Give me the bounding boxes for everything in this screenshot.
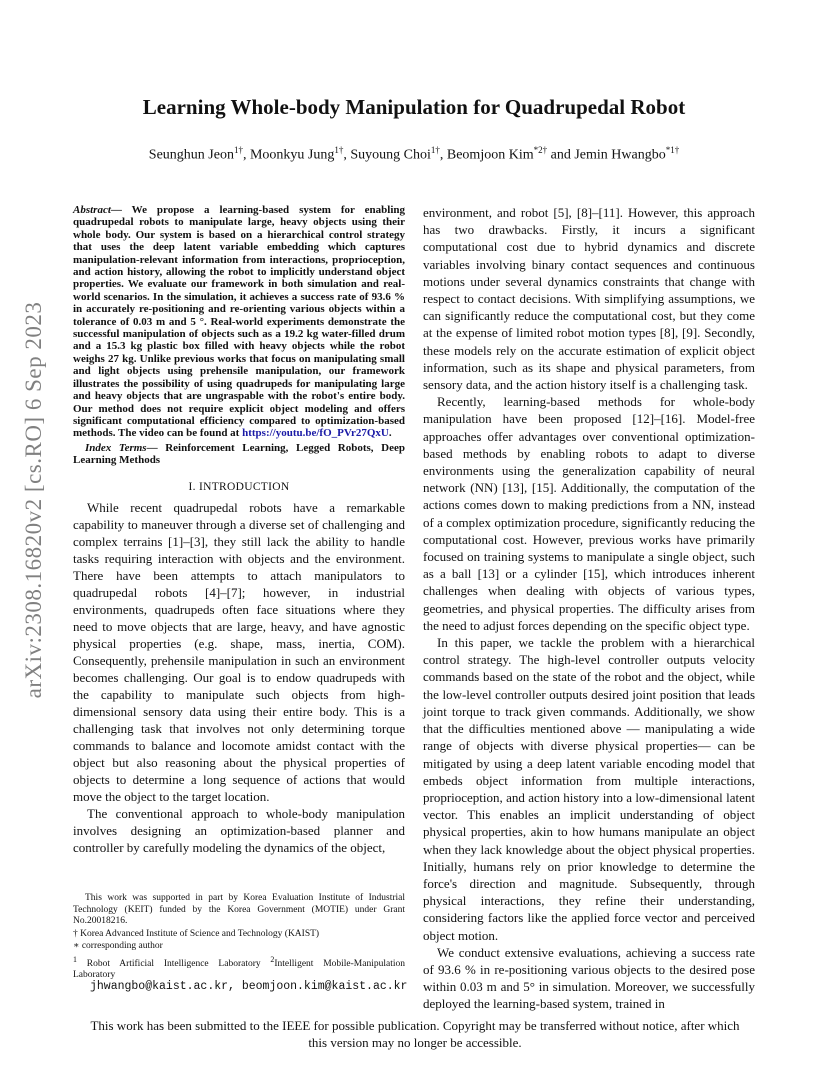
body-paragraph: environment, and robot [5], [8]–[11]. However, this approach has two drawbacks. Firstly, it incurs a significant computational cost due to hybrid dynamics and discrete variables involving binary contact sequences and continuous motions under several dynamics constraints that change with respect to contact decisions. With simplifying assumptions, we can significantly reduce the computational cost, but they come at the expense of limited robot motion types [8], [9]. Secondly, these models rely on the accurate estimation of explicit object information, such as its shape and physical parameters, from sensory data, and the action history itself is a challenging task. bbox=[423, 205, 755, 393]
section-heading: I. INTRODUCTION bbox=[188, 480, 290, 493]
lab-name: Robot Artificial Intelligence Laboratory bbox=[76, 958, 271, 969]
lab-marker: 1 bbox=[73, 954, 77, 964]
footnotes bbox=[73, 893, 405, 983]
funding-footnote: This work was supported in part by Korea Evaluation Institute of Industrial Technology (KEIT) funded by the Korea Government (MOTIE) under Grant No.20018216. bbox=[73, 893, 405, 926]
author-affiliation: *2† bbox=[533, 145, 548, 155]
left-column bbox=[73, 204, 405, 856]
author-name: Beomjoon Kim bbox=[446, 147, 534, 163]
author-affiliation: *1† bbox=[665, 145, 680, 155]
abstract-end: . bbox=[388, 427, 392, 440]
abstract-text: — We propose a learning-based system for enabling quadrupedal robots to manipulate large, heavy objects using their whole body. Our system is based on a hierarchical control strategy that uses the deep latent variable embedding which captures manipulation-relevant information from interactions, proprioception, and action history, allowing the robot to implicitly understand object properties. We evaluate our framework in both simulation and real-world scenarios. In the simulation, it achieves a success rate of 93.6 % in accurately re-positioning and re-orienting various objects within a tolerance of 0.03 m and 5 °. Real-world experiments demonstrate the successful manipulation of objects such as a 19.2 kg water-filled drum and a 15.3 kg plastic box filled with heavy objects while the robot weighs 27 kg. Unlike previous works that focus on manipulating small and light objects using prehensile manipulation, our framework illustrates the possibility of using quadrupeds for manipulating large and heavy objects that are ungraspable with the robot's entire body. Our method does not require explicit object modeling and offers significant computational efficiency compared to optimization-based methods. The video can be found at bbox=[73, 204, 405, 440]
body-paragraph: We conduct extensive evaluations, achieving a success rate of 93.6 % in re-positioning various objects to the desired pose within 0.03 m and 5° in simulation. Moreover, we successfully deployed the learning-based system, trained in bbox=[423, 944, 755, 1012]
abstract-label: Abstract bbox=[73, 204, 111, 216]
contact-emails: jhwangbo@kaist.ac.kr, beomjoon.kim@kaist.ac.kr bbox=[90, 980, 408, 993]
author-name: Suyoung Choi bbox=[350, 147, 431, 163]
paper-title: Learning Whole-body Manipulation for Quadrupedal Robot bbox=[142, 95, 686, 119]
lab-footnote bbox=[73, 954, 405, 982]
index-terms-label: Index Terms bbox=[85, 441, 147, 454]
body-paragraph: Recently, learning-based methods for whole-body manipulation have been proposed [12]–[16]. Model-free approaches offer advantages over conventional optimization-based methods by enabling robots to adapt to diverse environments using the generalization capability of neural network (NN) [13], [15]. Additionally, the computation of the actions comes down to making predictions from a NN, instead of a complex optimization procedure, significantly reducing the computational cost. However, previous works have primarily focused on training systems to manipulate a single object, such as a ball [13] or a cylinder [15], which introduces inherent challenges when dealing with objects of various types, geometries, and physical properties. The difficulty arises from the need to adjust forces depending on the specific object type. bbox=[423, 394, 755, 633]
author-name: Moonkyu Jung bbox=[249, 147, 335, 163]
index-terms bbox=[73, 442, 405, 467]
lab-marker: 2 bbox=[270, 954, 275, 964]
lab-name: Intelligent Mobile-Manipulation Laboratory bbox=[73, 958, 405, 981]
body-paragraph: In this paper, we tackle the problem with a hierarchical control strategy. The high-level controller outputs velocity commands based on the state of the robot and the object, while the low-level controller outputs desired joint position that leads joint torque to track given commands. Additionally, we show that the difficulties mentioned above — manipulating a wide range of objects with diverse physical properties— can be mitigated by using a deep latent variable encoding model that embeds object information from multiple interactions, proprioception, and action history into a low-dimensional latent vector. This enables an implicit understanding of object physical properties, akin to how humans manipulate an object when they lack knowledge about the object physical properties. Initially, humans rely on prior knowledge to determine the force's direction and magnitude. Subsequently, through physical interactions, they refine their understanding, considering factors like the applied force vector and perceived object motion. bbox=[423, 635, 755, 943]
video-link[interactable]: https://youtu.be/fO_PVr27QxU bbox=[242, 427, 389, 440]
right-column bbox=[423, 204, 755, 1013]
affiliation-footnote: † Korea Advanced Institute of Science and Technology (KAIST) bbox=[73, 928, 320, 939]
body-paragraph: The conventional approach to whole-body manipulation involves designing an optimization-based planner and controller by carefully modeling the dynamics of the object, bbox=[73, 805, 405, 855]
author-name: and Jemin Hwangbo bbox=[550, 147, 666, 163]
ieee-notice: This work has been submitted to the IEEE for possible publication. Copyright may be transferred without notice, after which this version may no longer be accessible. bbox=[90, 1018, 740, 1050]
author-list: Seunghun Jeon$^{1\dagger}$, Moonkyu Jung$^{1\dagger}$, Suyoung Choi$^{1\dagger}$, Beomjoon Kim$^{*2\dagger}$ and Jemin Hwangbo$^{*1\dagger}$ bbox=[148, 145, 680, 163]
arxiv-identifier: arXiv:2308.16820v2 [cs.RO] 6 Sep 2023 bbox=[21, 301, 46, 699]
author-affiliation: 1† bbox=[233, 145, 243, 155]
abstract bbox=[73, 204, 405, 440]
author-name: Seunghun Jeon bbox=[148, 147, 234, 163]
corresponding-footnote: ∗ corresponding author bbox=[73, 941, 163, 951]
arxiv-sidebar bbox=[14, 290, 54, 710]
author-affiliation: 1† bbox=[430, 145, 440, 155]
author-affiliation: 1† bbox=[334, 145, 344, 155]
body-paragraph: While recent quadrupedal robots have a remarkable capability to maneuver through a diverse set of challenging and complex terrains [1]–[3], they still lack the ability to handle tasks requiring interaction with objects and the environment. There have been attempts to attach manipulators to quadrupedal robots [4]–[7]; however, in industrial environments, quadrupeds often face situations where they need to move objects that are large, heavy, and have agnostic physical properties (e.g. shape, mass, inertia, COM). Consequently, prehensile manipulation in such an environment becomes challenging. Our goal is to endow quadrupeds with the capability to manipulate such objects from high-dimensional sensory data using their entire body. This is a challenging task that involves not only determining torque commands to balance and locomote amidst contact with the object but also reasoning about the physical properties of objects to determine a long sequence of actions that would move the object to the target location. bbox=[73, 499, 405, 804]
index-terms-text: — Reinforcement Learning, Legged Robots, Deep Learning Methods bbox=[73, 441, 405, 467]
